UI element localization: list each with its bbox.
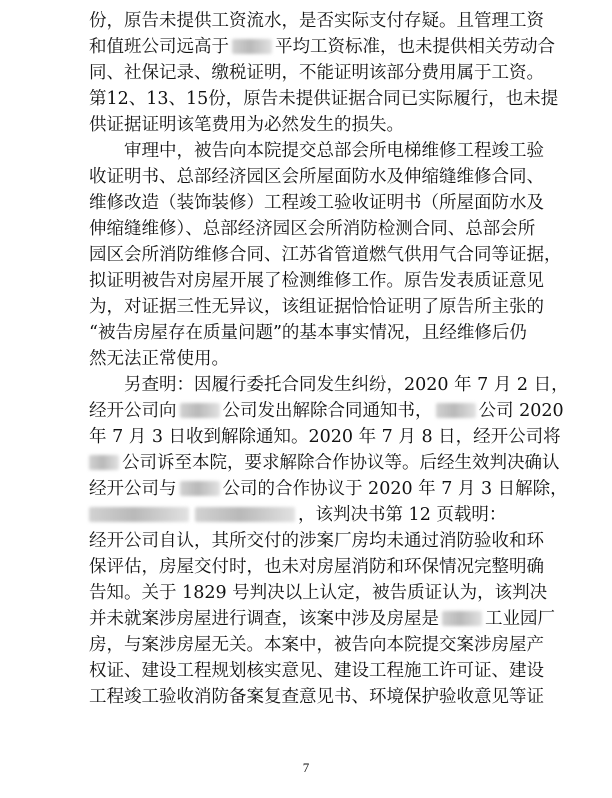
- text-line: [89, 450, 560, 476]
- text-line: 同、社保记录、缴税证明，不能证明该部分费用属于工资。: [89, 63, 544, 83]
- text-line: 拟证明被告对房屋开展了检测维修工作。原告发表质证意见: [89, 271, 544, 291]
- text-line: 园区会所消防维修合同、江苏省管道燃气供用气合同等证据，: [89, 245, 562, 265]
- text-line: 工程竣工验收消防备案复查意见书、环境保护验收意见等证: [89, 687, 544, 707]
- redaction-blur: [232, 39, 272, 54]
- text-segment: 和值班公司远高于: [89, 37, 229, 57]
- text-segment: 公司发出解除合同通知书，: [222, 401, 433, 421]
- text-line: 年 7 月 3 日收到解除通知。2020 年 7 月 8 日，经开公司将: [89, 427, 561, 447]
- text-segment: 公司 2020: [478, 401, 564, 421]
- text-segment: 平均工资标准，也未提供相关劳动合: [275, 37, 555, 57]
- text-line: 经开公司自认，其所交付的涉案厂房均未通过消防验收和环: [89, 531, 544, 551]
- text-segment: 公司诉至本院，要求解除合作协议等。后经生效判决确认: [122, 453, 560, 473]
- text-segment: 工业园厂: [485, 609, 555, 629]
- text-segment: ，该判决书第 12 页载明：: [298, 505, 507, 525]
- text-line: [89, 502, 529, 528]
- text-line: 第12、13、15份，原告未提供证据合同已实际履行，也未提: [89, 89, 559, 109]
- paragraph-start-line: 审理中，被告向本院提交总部会所电梯维修工程竣工验: [124, 141, 544, 161]
- text-line: 保评估，房屋交付时，也未对房屋消防和环保情况完整明确: [89, 557, 544, 577]
- redaction-blur: [436, 403, 476, 418]
- paragraph-start-line: 另查明：因履行委托合同发生纠纷，2020 年 7 月 2 日，: [124, 375, 569, 395]
- redaction-blur: [180, 403, 220, 418]
- redaction-blur: [89, 507, 189, 522]
- text-line: “被告房屋存在质量问题”的基本事实情况，且经维修后仍: [89, 323, 527, 343]
- text-line: [89, 606, 555, 632]
- redaction-blur: [442, 611, 482, 626]
- text-line: 份，原告未提供工资流水，是否实际支付存疑。且管理工资: [89, 11, 544, 31]
- text-line: [89, 476, 568, 502]
- text-line: 然无法正常使用。: [89, 349, 229, 369]
- text-line: 供证据证明该笔费用为必然发生的损失。: [89, 115, 404, 135]
- text-line: 告知。关于 1829 号判决以上认定，被告质证认为，该判决: [89, 583, 548, 603]
- redaction-blur: [195, 507, 295, 522]
- text-line: 收证明书、总部经济园区会所屋面防水及伸缩缝维修合同、: [89, 167, 544, 187]
- text-line: [89, 34, 555, 60]
- text-line: 维修改造（装饰装修）工程竣工验收证明书（所屋面防水及: [89, 193, 544, 213]
- redaction-blur: [89, 455, 119, 470]
- text-segment: 并未就案涉房屋进行调查，该案中涉及房屋是: [89, 609, 439, 629]
- text-line: 为，对证据三性无异议，该组证据恰恰证明了原告所主张的: [89, 297, 544, 317]
- text-line: 权证、建设工程规划核实意见、建设工程施工许可证、建设: [89, 661, 544, 681]
- text-segment: 经开公司向: [89, 401, 177, 421]
- text-segment: 公司的合作协议于 2020 年 7 月 3 日解除，: [222, 479, 568, 499]
- page-number: 7: [302, 760, 310, 775]
- text-segment: 经开公司与: [89, 479, 177, 499]
- text-line: 房，与案涉房屋无关。本案中，被告向本院提交案涉房屋产: [89, 635, 544, 655]
- text-line: [89, 398, 564, 424]
- redaction-blur: [180, 481, 220, 496]
- text-line: 伸缩缝维修）、总部经济园区会所消防检测合同、总部会所: [89, 219, 536, 239]
